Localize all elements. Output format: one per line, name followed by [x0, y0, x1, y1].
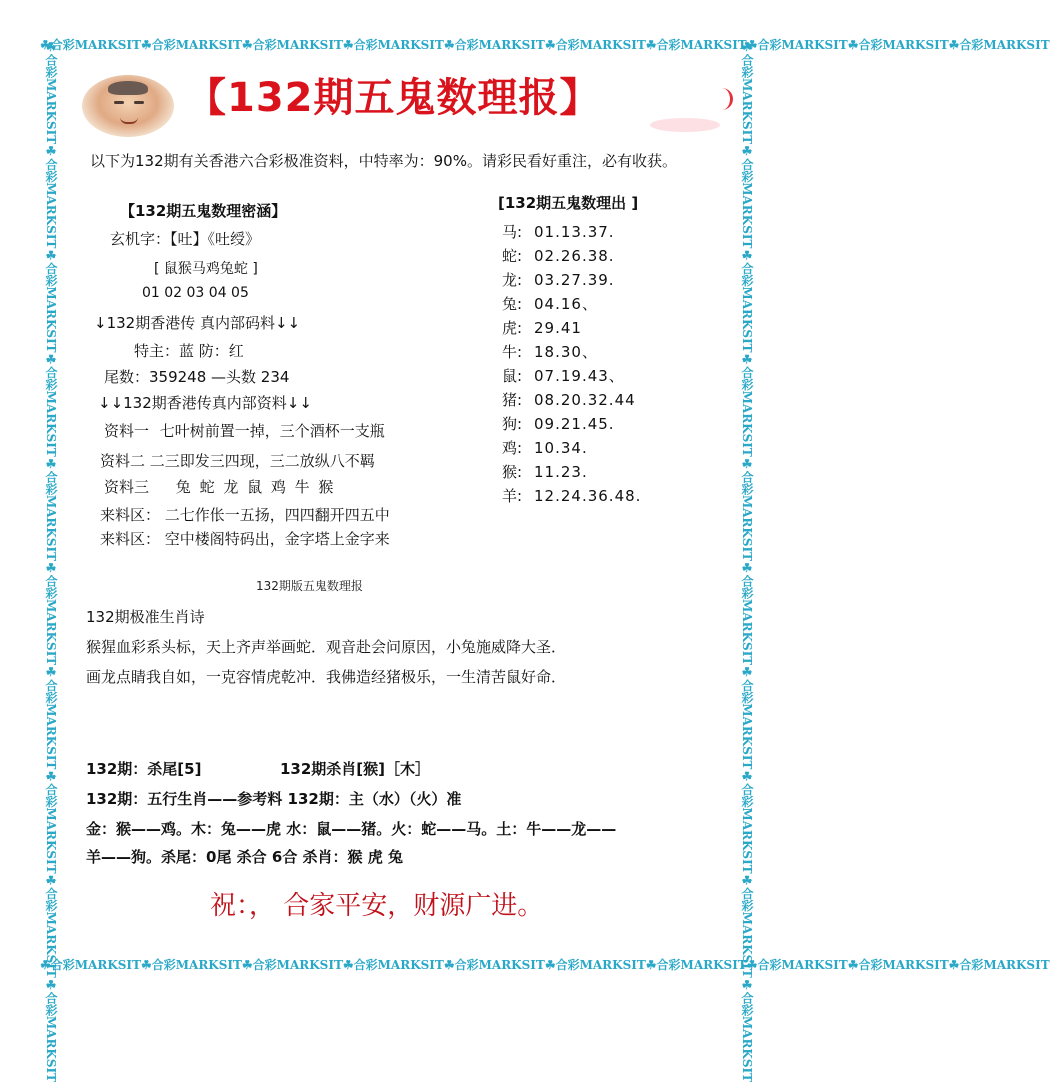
border-bottom: ☘合彩MARKSIT☘合彩MARKSIT☘合彩MARKSIT☘合彩MARKSIT☘合彩MARKSIT☘合彩MARKSIT☘合彩MARKSIT☘合彩MARKSIT☘合彩MARKSIT☘合彩MARKSIT [40, 958, 1050, 972]
zodiac-animal: 马: [502, 223, 523, 241]
zodiac-row-rooster [502, 436, 588, 460]
blessing-text: 祝：， 合家平安，财源广进。 [210, 891, 544, 921]
info-text: 空中楼阁特码出，金字塔上金字来 [164, 530, 390, 548]
info-text: 二三即发三四现，三二放纵八不羁 [149, 452, 375, 470]
info-text: 二七作伥一五扬，四四翻开四五中 [164, 506, 390, 524]
info-label: 资料一 [104, 422, 150, 440]
section-divider-title: 132期版五鬼数理报 [256, 579, 363, 593]
intro-paragraph: 以下为132期有关香港六合彩极准资料，中特率为：90%。请彩民看好重注，必有收获。 [90, 152, 677, 170]
special-line: 特主：蓝 防：红 [134, 342, 244, 360]
zodiac-animal: 兔: [502, 295, 523, 313]
border-top: ☘合彩MARKSIT☘合彩MARKSIT☘合彩MARKSIT☘合彩MARKSIT☘合彩MARKSIT☘合彩MARKSIT☘合彩MARKSIT☘合彩MARKSIT☘合彩MARKSIT☘合彩MARKSIT [40, 38, 1050, 52]
tail-line: 尾数：359248 —头数 234 [104, 368, 290, 386]
zodiac-row-rat [502, 364, 625, 388]
info-label: 来料区： [100, 530, 161, 548]
zodiac-row-horse [502, 220, 615, 244]
info-row-5 [100, 528, 390, 550]
element-mapping-line-1: 金：猴——鸡。木：兔——虎 水：鼠——猪。火：蛇——马。土：牛——龙—— [86, 820, 617, 838]
zodiac-animal: 羊: [502, 487, 523, 505]
zodiac-animal: 虎: [502, 319, 523, 337]
info-row-1 [104, 420, 385, 442]
zodiac-row-tiger [502, 316, 582, 340]
info-text: 七叶树前置一掉，三个酒杯一支瓶 [159, 422, 385, 440]
element-mapping-line-2: 羊——狗。杀尾：0尾 杀合 6合 杀肖：猴 虎 兔 [86, 848, 403, 866]
poem-title: 132期极准生肖诗 [86, 608, 205, 626]
portrait-mouth [120, 117, 138, 124]
zodiac-row-rabbit [502, 292, 598, 316]
info-label: 资料二 [100, 452, 146, 470]
riddle-line: 玄机字：【吐】《吐绶》 [110, 230, 261, 248]
info-row-2 [100, 450, 375, 472]
pink-smudge [650, 118, 720, 132]
zodiac-numbers: 09.21.45. [534, 415, 615, 433]
zodiac-animal: 蛇: [502, 247, 523, 265]
zodiac-numbers-heading: [132期五鬼数理出 ] [498, 194, 639, 212]
portrait-avatar [82, 75, 174, 137]
zodiac-animal: 猪: [502, 391, 523, 409]
zodiac-animal: 鸡: [502, 439, 523, 457]
portrait-hair [108, 81, 148, 95]
zodiac-numbers: 18.30、 [534, 343, 598, 361]
zodiac-row-dragon [502, 268, 615, 292]
poem-line-1: 猴猩血彩系头标，天上齐声举画蛇．观音赴会问原因，小兔施威降大圣． [86, 638, 567, 656]
zodiac-numbers: 10.34. [534, 439, 588, 457]
zodiac-set: [ 鼠猴马鸡兔蛇 ] [154, 261, 258, 277]
zodiac-row-pig [502, 388, 636, 412]
zodiac-row-monkey [502, 460, 588, 484]
portrait-eye-right [134, 101, 144, 104]
zodiac-numbers: 07.19.43、 [534, 367, 625, 385]
five-elements-line: 132期：五行生肖——参考料 132期：主（水）（火）准 [86, 790, 462, 808]
code-heading: ↓132期香港传 真内部码料↓↓ [94, 314, 301, 332]
zodiac-numbers: 12.24.36.48. [534, 487, 642, 505]
zodiac-numbers: 04.16、 [534, 295, 598, 313]
kill-tail-line: 132期：杀尾[5] [86, 760, 202, 778]
info-text: 兔 蛇 龙 鼠 鸡 牛 猴 [175, 478, 336, 496]
kill-zodiac-line: 132期杀肖[猴]［木］ [280, 760, 431, 778]
info-row-4 [100, 504, 390, 526]
zodiac-animal: 狗: [502, 415, 523, 433]
zodiac-animal: 猴: [502, 463, 523, 481]
portrait-eye-left [114, 101, 124, 104]
zodiac-numbers: 01.13.37. [534, 223, 615, 241]
info-row-3 [104, 476, 335, 498]
zodiac-row-dog [502, 412, 615, 436]
zodiac-animal: 牛: [502, 343, 523, 361]
red-bracket-mark [718, 88, 733, 110]
zodiac-numbers: 11.23. [534, 463, 588, 481]
zodiac-row-snake [502, 244, 615, 268]
info-label: 来料区： [100, 506, 161, 524]
number-list: 01 02 03 04 05 [142, 285, 249, 301]
page-title: 【132期五鬼数理报】 [186, 75, 601, 121]
zodiac-numbers: 03.27.39. [534, 271, 615, 289]
info-label: 资料三 [104, 478, 150, 496]
data-heading: ↓↓132期香港传真内部资料↓↓ [98, 394, 312, 412]
zodiac-row-ox [502, 340, 598, 364]
zodiac-numbers: 08.20.32.44 [534, 391, 636, 409]
border-left: ☘合彩MARKSIT☘合彩MARKSIT☘合彩MARKSIT☘合彩MARKSIT☘合彩MARKSIT☘合彩MARKSIT☘合彩MARKSIT☘合彩MARKSIT☘合彩MARKSIT☘合彩MARKSIT [44, 40, 58, 1082]
zodiac-numbers: 29.41 [534, 319, 582, 337]
secret-heading: 【132期五鬼数理密涵】 [120, 202, 287, 220]
zodiac-animal: 鼠: [502, 367, 523, 385]
zodiac-animal: 龙: [502, 271, 523, 289]
border-right: ☘合彩MARKSIT☘合彩MARKSIT☘合彩MARKSIT☘合彩MARKSIT☘合彩MARKSIT☘合彩MARKSIT☘合彩MARKSIT☘合彩MARKSIT☘合彩MARKSIT☘合彩MARKSIT [740, 40, 754, 1082]
zodiac-row-goat [502, 484, 641, 508]
poem-line-2: 画龙点睛我自如，一克容情虎乾冲．我佛造经猪极乐，一生清苦鼠好命． [86, 668, 567, 686]
zodiac-numbers: 02.26.38. [534, 247, 615, 265]
